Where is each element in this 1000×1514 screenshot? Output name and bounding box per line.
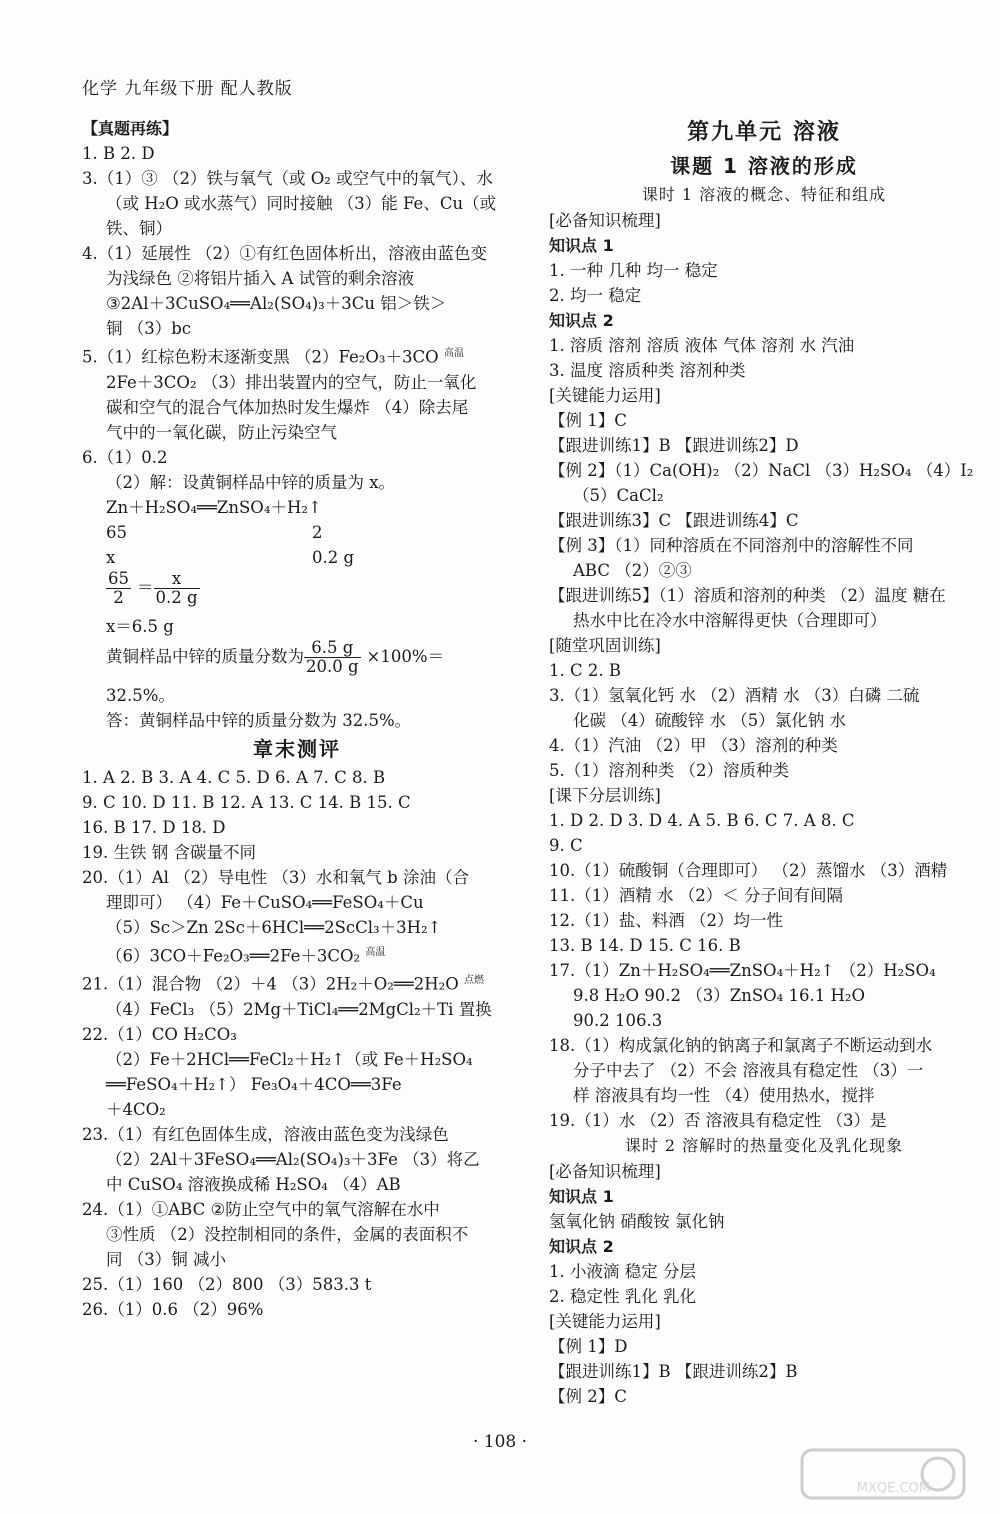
fraction: $\frac{x}{0.2 g}$: [155, 568, 198, 607]
answer-line: 3. 温度 溶质种类 溶剂种类: [549, 361, 746, 380]
answer-line: 16. B 17. D 18. D: [82, 817, 226, 837]
answer-line: 铁、铜）: [106, 219, 172, 238]
answer-line: 5.（1）红棕色粉末逐渐变黑 （2）Fe₂O₃＋3CO $^{高温}$: [82, 347, 464, 367]
answer-line: x＝6.5 g: [106, 616, 174, 636]
answer-line: 1. 一种 几种 均一 稳定: [549, 261, 718, 280]
answer-line: 90.2 106.3: [573, 1011, 663, 1030]
answer-line: 1. 小液滴 稳定 分层: [549, 1262, 696, 1281]
answer-line: 为浅绿色 ②将铝片插入 A 试管的剩余溶液: [106, 269, 415, 288]
answer-line: ══FeSO₄＋H₂↑） Fe₃O₄＋4CO══3Fe: [106, 1074, 402, 1094]
answer-line: 铜 （3）bc: [106, 319, 192, 338]
answer-line: 理即可） （4）Fe＋CuSO₄══FeSO₄＋Cu: [106, 892, 424, 912]
answer-line: 【例 3】（1）同种溶质在不同溶剂中的溶解性不同: [549, 536, 914, 555]
answer-line: （6）3CO＋Fe₂O₃══2Fe＋3CO₂ $^{高温}$: [106, 946, 386, 965]
answer-line: 23.（1）有红色固体生成，溶液由蓝色变为浅绿色: [82, 1124, 449, 1144]
answer-line: 18.（1）构成氯化钠的钠离子和氯离子不断运动到水: [549, 1036, 933, 1055]
answer-line: 19.（1）水 （2）否 溶液具有稳定性 （3）是: [549, 1111, 887, 1130]
answer-line: 12.（1）盐、料酒 （2）均一性: [549, 911, 783, 930]
fraction-line: 黄铜样品中锌的质量分数为 $\frac{6.5 g}{20.0 g}$ ×100%＝: [106, 637, 445, 676]
answer-line: 1. A 2. B 3. A 4. C 5. D 6. A 7. C 8. B: [82, 767, 386, 787]
answer-line: [随堂巩固训练]: [549, 636, 661, 655]
answer-line: [关键能力运用]: [549, 1312, 661, 1331]
answer-line: （2）解：设黄铜样品中锌的质量为 x。: [106, 472, 396, 492]
answer-line: 热水中比在冷水中溶解得更快（合理即可）: [573, 611, 887, 630]
answer-line: [关键能力运用]: [549, 386, 661, 405]
answer-line: 25.（1）160 （2）800 （3）583.3 t: [82, 1274, 372, 1294]
answer-line: 气中的一氧化碳，防止污染空气: [106, 422, 337, 442]
answer-line: 2Fe＋3CO₂ （3）排出装置内的空气，防止一氧化: [106, 372, 477, 392]
section-heading: 知识点 2: [549, 1237, 614, 1256]
answer-line: 分子中去了 （2）不会 溶液具有稳定性 （3）一: [573, 1061, 924, 1080]
condition-mark: 高温: [365, 946, 386, 958]
answer-line: 4.（1）汽油 （2）甲 （3）溶剂的种类: [549, 736, 838, 755]
lesson-title: 课题 1 溶液的形成: [670, 154, 858, 178]
section-title: 章末测评: [253, 736, 341, 761]
answer-line: [必备知识梳理]: [549, 1162, 661, 1181]
ratio-line: 65 2: [106, 522, 323, 542]
page-header: 化学 九年级下册 配人教版: [82, 79, 293, 99]
answer-line: 13. B 14. D 15. C 16. B: [549, 936, 741, 955]
answer-line: 1. 溶质 溶剂 溶质 液体 气体 溶剂 水 汽油: [549, 336, 855, 355]
watermark-logo: [798, 1446, 968, 1502]
answer-line: 4.（1）延展性 （2）①有红色固体析出，溶液由蓝色变: [82, 244, 487, 263]
fraction: $\frac{6.5 g}{20.0 g}$: [306, 637, 359, 676]
answer-line: 化碳 （4）硫酸锌 水 （5）氯化钠 水: [573, 711, 846, 730]
fraction: $\frac{65}{2}$: [108, 568, 129, 607]
answer-line: ③性质 （2）没控制相同的条件，金属的表面积不: [106, 1224, 469, 1244]
answer-line: 32.5%。: [106, 685, 175, 705]
answer-line: 21.（1）混合物 （2）＋4 （3）2H₂＋O₂══2H₂O $^{点燃}$: [82, 974, 485, 994]
section-heading: 【真题再练】: [82, 119, 179, 138]
answer-line: （5）Sc＞Zn 2Sc＋6HCl══2ScCl₃＋3H₂↑: [106, 917, 442, 937]
answer-line: ABC （2）②③: [573, 561, 692, 580]
answer-line: 答：黄铜样品中锌的质量分数为 32.5%。: [106, 710, 412, 730]
answer-line: （2）2Al＋3FeSO₄══Al₂(SO₄)₃＋3Fe （3）将乙: [106, 1149, 480, 1169]
answer-line: 5.（1）溶剂种类 （2）溶质种类: [549, 761, 789, 780]
answer-line: 3.（1）③ （2）铁与氧气（或 O₂ 或空气中的氧气）、水: [82, 169, 493, 188]
answer-line: 【跟进训练5】（1）溶质和溶剂的种类 （2）温度 糖在: [549, 586, 946, 605]
left-column: [82, 116, 512, 1322]
answer-line: 2. 稳定性 乳化 乳化: [549, 1287, 696, 1306]
equation-line: Zn＋H₂SO₄══ZnSO₄＋H₂↑: [106, 497, 322, 517]
answer-line: [必备知识梳理]: [549, 211, 661, 230]
answer-line: （4）FeCl₃ （5）2Mg＋TiCl₄══2MgCl₂＋Ti 置换: [106, 999, 492, 1019]
answer-line: 2. 均一 稳定: [549, 286, 642, 305]
fraction-line: $\frac{65}{2}$ ＝ $\frac{x}{0.2 g}$: [108, 568, 198, 607]
answer-line: （或 H₂O 或水蒸气）同时接触 （3）能 Fe、Cu（或: [106, 194, 497, 213]
unit-title: 第九单元 溶液: [687, 120, 841, 145]
answer-line: 【例 2】C: [549, 1387, 627, 1406]
section-heading: 知识点 1: [549, 236, 614, 255]
answer-line: ＋4CO₂: [106, 1099, 166, 1119]
answer-line: 9.8 H₂O 90.2 （3）ZnSO₄ 16.1 H₂O: [573, 986, 866, 1005]
answer-line: 10.（1）硫酸铜（合理即可） （2）蒸馏水 （3）酒精: [549, 861, 948, 880]
answer-line: 碳和空气的混合气体加热时发生爆炸 （4）除去尾: [106, 397, 469, 417]
right-column: [549, 116, 979, 1409]
answer-line: 24.（1）①ABC ②防止空气中的氧气溶解在水中: [82, 1199, 440, 1219]
answer-line: 样 溶液具有均一性 （4）使用热水，搅拌: [573, 1086, 875, 1105]
condition-mark: 高温: [443, 348, 464, 359]
answer-line: 【跟进训练1】B 【跟进训练2】D: [549, 436, 799, 455]
answer-line: 9. C: [549, 836, 583, 855]
period-title: 课时 2 溶解时的热量变化及乳化现象: [624, 1136, 904, 1155]
answer-line: 11.（1）酒精 水 （2）＜ 分子间有间隔: [549, 886, 843, 905]
answer-line: 【例 2】（1）Ca(OH)₂ （2）NaCl （3）H₂SO₄ （4）I₂: [549, 461, 974, 480]
answer-line: [课下分层训练]: [549, 786, 661, 805]
period-title: 课时 1 溶液的概念、特征和组成: [641, 185, 887, 204]
section-heading: 知识点 1: [549, 1187, 614, 1206]
answer-line: 1. B 2. D: [82, 144, 155, 163]
answer-line: 6.（1）0.2: [82, 447, 168, 467]
answer-line: 【跟进训练1】B 【跟进训练2】B: [549, 1362, 798, 1381]
answer-line: （2）Fe＋2HCl══FeCl₂＋H₂↑（或 Fe＋H₂SO₄: [106, 1049, 473, 1069]
answer-line: 【例 1】C: [549, 411, 627, 430]
answer-line: 【例 1】D: [549, 1337, 628, 1356]
answer-list: [549, 1159, 979, 1409]
answer-line: （5）CaCl₂: [573, 486, 664, 505]
ratio-line: x 0.2 g: [106, 547, 355, 567]
answer-line: 22.（1）CO H₂CO₃: [82, 1024, 237, 1044]
watermark-text: MXQE.COM: [856, 1481, 930, 1496]
answer-line: 19. 生铁 钢 含碳量不同: [82, 842, 256, 862]
answer-line: 17.（1）Zn＋H₂SO₄══ZnSO₄＋H₂↑ （2）H₂SO₄: [549, 961, 936, 980]
answer-line: 26.（1）0.6 （2）96%: [82, 1299, 264, 1319]
answer-line: 【跟进训练3】C 【跟进训练4】C: [549, 511, 799, 530]
answer-list: [549, 208, 979, 1133]
answer-line: 3.（1）氢氧化钙 水 （2）酒精 水 （3）白磷 二硫: [549, 686, 920, 705]
answer-line: 中 CuSO₄ 溶液换成稀 H₂SO₄ （4）AB: [106, 1174, 401, 1194]
answer-line: 1. D 2. D 3. D 4. A 5. B 6. C 7. A 8. C: [549, 811, 855, 830]
answer-line: ③2Al＋3CuSO₄══Al₂(SO₄)₃＋3Cu 铝＞铁＞: [106, 294, 447, 313]
answer-line: 1. C 2. B: [549, 661, 621, 680]
section-heading: 知识点 2: [549, 311, 614, 330]
answer-line: 同 （3）铜 减小: [106, 1249, 226, 1269]
page-number: · 108 ·: [472, 1432, 528, 1452]
answer-line: 氢氧化钠 硝酸铵 氯化钠: [549, 1212, 725, 1231]
answer-line: 9. C 10. D 11. B 12. A 13. C 14. B 15. C: [82, 792, 411, 812]
condition-mark: 点燃: [464, 975, 485, 986]
answer-line: 20.（1）Al （2）导电性 （3）水和氧气 b 涂油（合: [82, 867, 469, 887]
